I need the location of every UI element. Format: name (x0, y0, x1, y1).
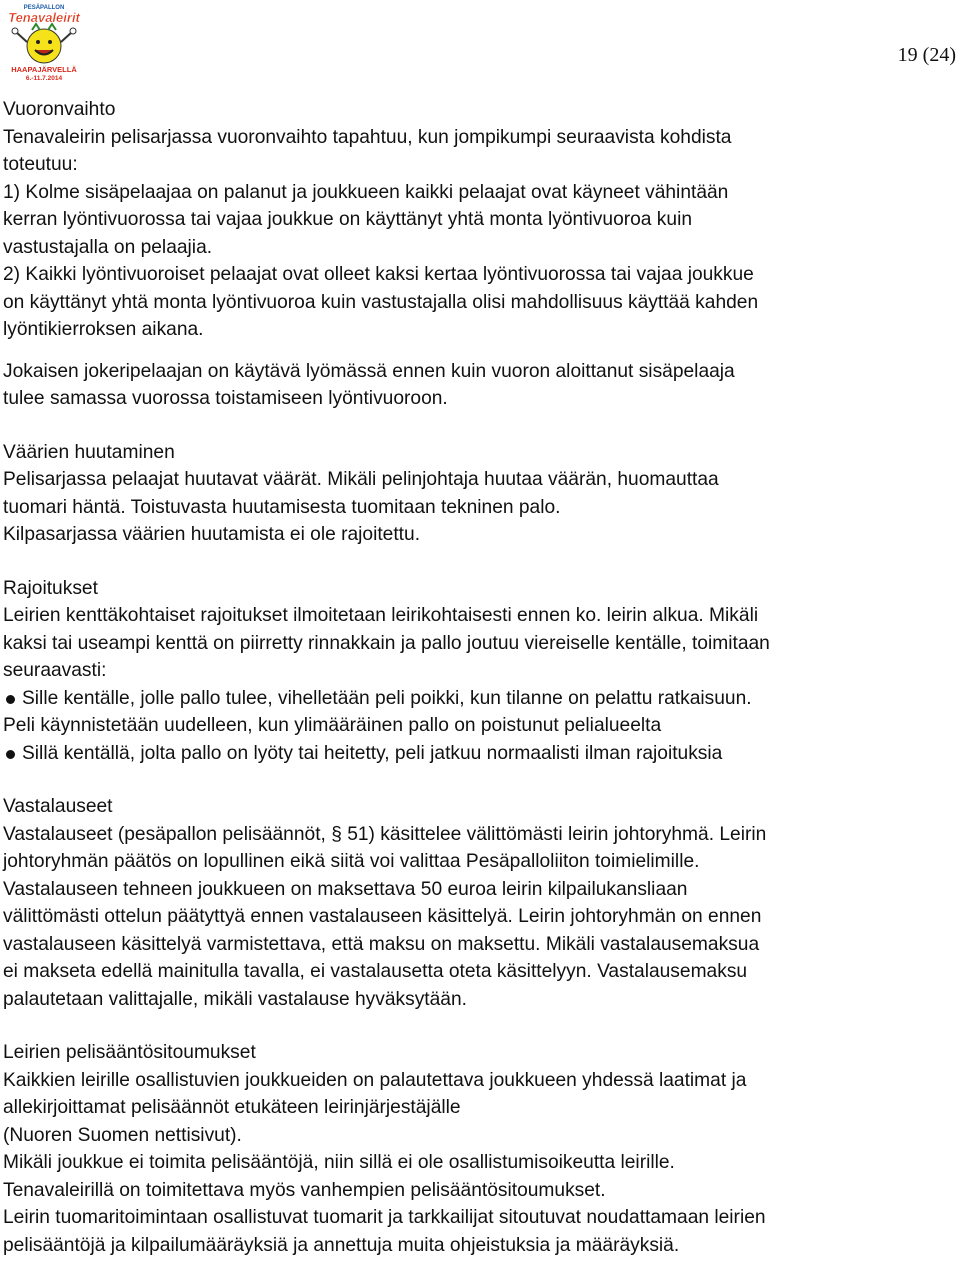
paragraph-line: tuomari häntä. Toistuvasta huutamisesta tuomitaan tekninen palo. (3, 496, 561, 518)
section-heading-vuoronvaihto: Vuoronvaihto (3, 99, 116, 120)
mascot-ball-icon (12, 24, 76, 63)
paragraph-line: 2) Kaikki lyöntivuoroiset pelaajat ovat olleet kaksi kertaa lyöntivuorossa tai vajaa joukkue (3, 264, 754, 285)
paragraph-line: Pelisarjassa pelaajat huutavat väärät. Mikäli pelinjohtaja huutaa väärän, huomauttaa (3, 469, 719, 490)
section-heading-sitoumukset: Leirien pelisääntösitoumukset (3, 1042, 256, 1063)
paragraph-line: ei makseta edellä mainitulla tavalla, ei vastalausetta oteta käsittelyyn. Vastalausemaksu (3, 961, 748, 982)
bullet-item (3, 740, 958, 768)
paragraph-line: vastustajalla on pelaajia. (3, 236, 213, 258)
paragraph-line: välittömästi ottelun päätyttyä ennen vastalauseen käsittelyä. Leirin johtoryhmän on ennen (3, 906, 762, 927)
paragraph-line: palautetaan valittajalle, mikäli vastalause hyväksytään. (3, 988, 467, 1010)
logo-place: HAAPAJÄRVELLÄ (11, 65, 77, 74)
document-body (3, 96, 958, 1259)
page-number: 19 (24) (897, 44, 956, 66)
logo-top-text: PESÄPALLON (23, 5, 65, 11)
paragraph-line: Kaikkien leirille osallistuvien joukkueiden on palautettava joukkueen yhdessä laatimat ja (3, 1069, 747, 1091)
paragraph-line: Vastalauseen tehneen joukkueen on maksettava 50 euroa leirin kilpailukansliaan (3, 878, 688, 900)
paragraph-line: Jokaisen jokeripelaajan on käytävä lyömässä ennen kuin vuoron aloittanut sisäpelaaja (3, 360, 735, 382)
paragraph-line: vastalauseen käsittelyä varmistettava, että maksu on maksettu. Mikäli vastalausemaksua (3, 933, 760, 955)
paragraph-line: Kilpasarjassa väärien huutamista ei ole rajoitettu. (3, 524, 421, 545)
paragraph-line: toteutuu: (3, 154, 78, 175)
paragraph-line: allekirjoittamat pelisäännöt etukäteen leirinjärjestäjälle (3, 1097, 461, 1118)
bullet-dot-icon (6, 695, 15, 704)
paragraph-line: seuraavasti: (3, 660, 107, 681)
paragraph-line: Peli käynnistetään uudelleen, kun ylimääräinen pallo on poistunut pelialueelta (3, 715, 662, 736)
paragraph-line: Tenavaleirin pelisarjassa vuoronvaihto tapahtuu, kun jompikumpi seuraavista kohdista (3, 126, 732, 148)
paragraph-line: pelisääntöjä ja kilpailumääräyksiä ja annettuja muita ohjeistuksia ja määräyksiä. (3, 1234, 680, 1256)
section-heading-rajoitukset: Rajoitukset (3, 577, 98, 599)
paragraph-line: tulee samassa vuorossa toistamiseen lyöntivuoroon. (3, 388, 448, 409)
bullet-item (3, 685, 958, 713)
paragraph-line: kerran lyöntivuorossa tai vajaa joukkue on käyttänyt yhtä monta lyöntivuoroa kuin (3, 209, 692, 230)
paragraph-line: johtoryhmän päätös on lopullinen eikä siitä voi valittaa Pesäpalloliiton toimielimille. (3, 851, 700, 872)
paragraph-line: Tenavaleirillä on toimitettava myös vanhempien pelisääntösitoumukset. (3, 1179, 606, 1201)
bullet-text: Sille kentälle, jolle pallo tulee, vihelletään peli poikki, kun tilanne on pelattu ratkaisuun. (22, 687, 752, 709)
section-heading-huutaminen: Väärien huutaminen (3, 441, 175, 463)
paragraph-line: Vastalauseet (pesäpallon pelisäännöt, § 51) käsittelee välittömästi leirin johtoryhmä. Leirin (3, 823, 767, 845)
paragraph-line: (Nuoren Suomen nettisivut). (3, 1124, 242, 1146)
paragraph-line: Leirien kenttäkohtaiset rajoitukset ilmoitetaan leirikohtaisesti ennen ko. leirin alkua. Mikäli (3, 605, 759, 626)
bullet-text: Sillä kentällä, jolta pallo on lyöty tai heitetty, peli jatkuu normaalisti ilman rajoituksia (22, 742, 723, 764)
paragraph-line: lyöntikierroksen aikana. (3, 319, 204, 340)
paragraph-line: Mikäli joukkue ei toimita pelisääntöjä, niin sillä ei ole osallistumisoikeutta leirille. (3, 1152, 675, 1173)
camp-logo (2, 2, 86, 82)
paragraph-line: kaksi tai useampi kenttä on piirretty rinnakkain ja pallo joutuu viereiselle kentälle, toimitaan (3, 632, 770, 654)
paragraph-line: 1) Kolme sisäpelaajaa on palanut ja joukkueen kaikki pelaajat ovat käyneet vähintään (3, 181, 729, 203)
bullet-dot-icon (6, 750, 15, 759)
paragraph-line: Leirin tuomaritoimintaan osallistuvat tuomarit ja tarkkailijat sitoutuvat noudattamaan leirien (3, 1207, 766, 1228)
paragraph-line: on käyttänyt yhtä monta lyöntivuoroa kuin vastustajalla olisi mahdollisuus käyttää kahden (3, 291, 759, 313)
logo-dates: 6.-11.7.2014 (25, 75, 63, 82)
logo-title: Tenavaleirit (8, 10, 80, 25)
section-heading-vastalauseet: Vastalauseet (3, 796, 113, 817)
